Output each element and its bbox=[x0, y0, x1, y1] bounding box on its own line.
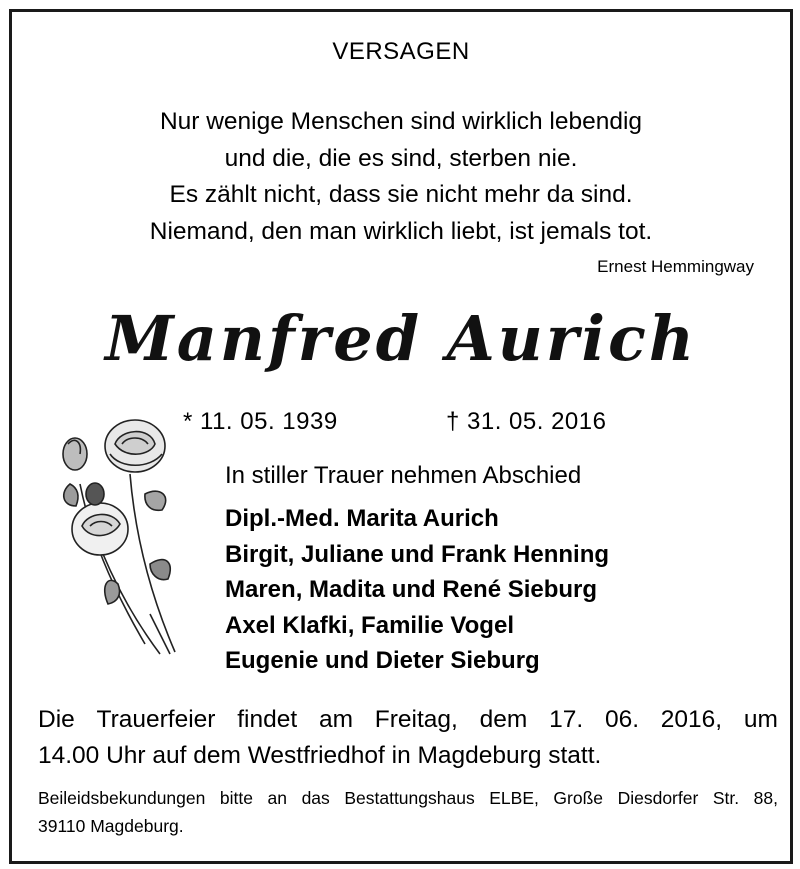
mourners-list bbox=[225, 501, 609, 679]
condolence-word: Diesdorfer bbox=[617, 788, 699, 808]
mourner-name: Axel Klafki, Familie Vogel bbox=[225, 611, 514, 639]
condolence-line-2: 39110 Magdeburg. bbox=[38, 816, 184, 836]
condolence-word: das bbox=[301, 788, 330, 808]
condolence-word: Große bbox=[553, 788, 604, 808]
quote-line: Es zählt nicht, dass sie nicht mehr da sind. bbox=[169, 181, 633, 208]
condolence-word: an bbox=[267, 788, 288, 808]
service-line-1 bbox=[38, 702, 778, 738]
condolence-word: Str. bbox=[712, 788, 740, 808]
death-date: † 31. 05. 2016 bbox=[446, 408, 607, 435]
condolence-word: Bestattungshaus bbox=[344, 788, 475, 808]
condolence-word: 88, bbox=[753, 788, 778, 808]
service-word: Trauerfeier bbox=[96, 706, 216, 733]
service-line-2: 14.00 Uhr auf dem Westfriedhof in Magdeburg statt. bbox=[38, 742, 602, 769]
quote-line: und die, die es sind, sterben nie. bbox=[224, 144, 578, 172]
condolence-word: ELBE, bbox=[489, 788, 539, 808]
mourner-name: Dipl.-Med. Marita Aurich bbox=[225, 505, 499, 532]
service-word: am bbox=[318, 706, 354, 733]
quote-line: Niemand, den man wirklich liebt, ist jemals tot. bbox=[149, 217, 653, 245]
deceased-name: Manfred Aurich bbox=[105, 302, 697, 375]
service-word: 17. bbox=[549, 706, 584, 733]
mourner-name: Birgit, Juliane und Frank Henning bbox=[225, 540, 610, 568]
quote bbox=[12, 104, 790, 250]
service-word: Freitag, bbox=[374, 706, 458, 733]
service-word: um bbox=[743, 706, 778, 733]
roses-illustration-icon bbox=[50, 414, 200, 664]
birth-date: * 11. 05. 1939 bbox=[183, 408, 338, 435]
obituary-frame bbox=[9, 9, 793, 864]
service-info bbox=[38, 702, 778, 774]
mourner-name: Eugenie und Dieter Sieburg bbox=[225, 647, 540, 674]
service-word: dem bbox=[479, 706, 528, 733]
mourner-name: Maren, Madita und René Sieburg bbox=[225, 576, 598, 603]
service-word: findet bbox=[237, 706, 298, 733]
condolence-info bbox=[38, 784, 778, 840]
heading: VERSAGEN bbox=[332, 38, 470, 65]
condolence-line-1 bbox=[38, 784, 778, 812]
service-word: 2016, bbox=[660, 706, 723, 733]
condolence-word: Beileidsbekundungen bbox=[38, 788, 206, 808]
quote-author: Ernest Hemmingway bbox=[597, 257, 754, 276]
service-word: 06. bbox=[604, 706, 639, 733]
quote-line: Nur wenige Menschen sind wirklich lebendig bbox=[159, 108, 643, 135]
condolence-word: bitte bbox=[219, 788, 253, 808]
mourners-intro: In stiller Trauer nehmen Abschied bbox=[225, 462, 582, 489]
service-word: Die bbox=[38, 706, 75, 733]
